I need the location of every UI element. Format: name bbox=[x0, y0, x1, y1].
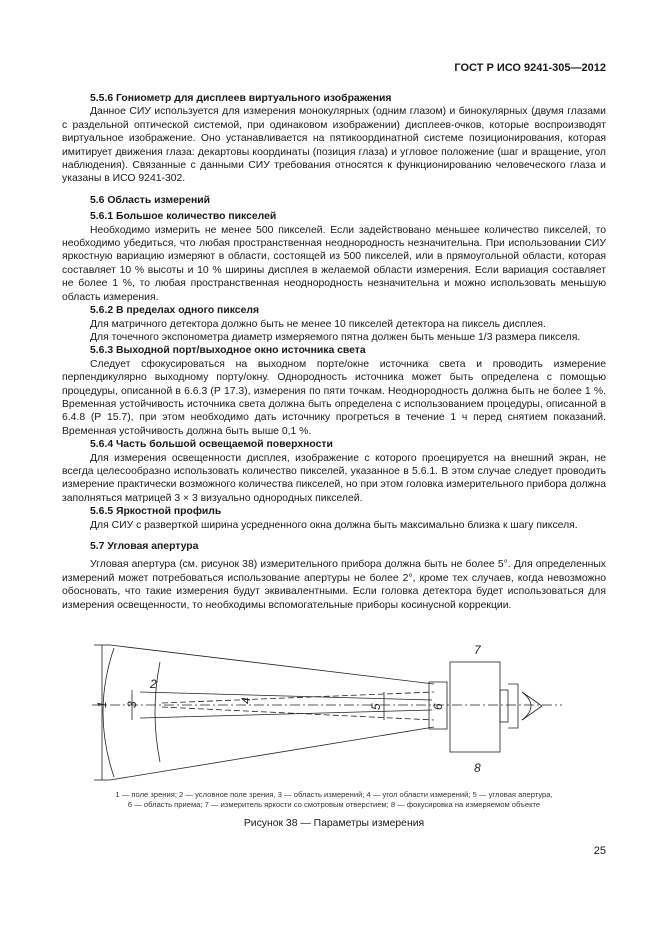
heading-5-7: 5.7 Угловая апертура bbox=[90, 541, 199, 552]
label-8: 8 bbox=[474, 761, 481, 775]
paragraph-goniometer: Данное СИУ используется для измерения монокулярных (одним глазом) и бинокулярных (двумя глазами с раздельной оптической системой, при одинаковом изображении) дисплеев-очков, которые воспроизводят виртуальное изображение. Оно устанавливается на пятикоординатной системе позиционирования, которая имитирует движения глаза: декартовы координаты (позиция глаза) и угловое положение (шаг и вращение, угол наблюдения). Связанные с данными СИУ требования относятся к функционированию человеческого глаза и указаны в ИСО 9241-302. bbox=[62, 106, 606, 185]
heading-5-6-3: 5.6.3 Выходной порт/выходное окно источника света bbox=[90, 345, 366, 357]
measurement-area-upper-line bbox=[140, 692, 432, 700]
luminance-meter-body bbox=[450, 662, 500, 752]
heading-5-6: 5.6 Область измерений bbox=[90, 194, 211, 206]
eyepiece-cup bbox=[508, 684, 518, 728]
heading-5-5-6: 5.5.6 Гониометр для дисплеев виртуального изображения bbox=[90, 93, 392, 104]
document-body bbox=[62, 92, 606, 612]
legend-line-1: 1 — поле зрения; 2 — условное поле зрения, 3 — область измерений; 4 — угол области измерений; 5 — угловая апертура, bbox=[115, 790, 553, 799]
field-of-view-arc bbox=[103, 648, 114, 777]
label-5: 5 bbox=[369, 703, 383, 710]
heading-5-6-2: 5.6.2 В пределах одного пикселя bbox=[90, 305, 260, 317]
paragraph-illuminated-surface: Для измерения освещенности дисплея, изображение с которого проецируется на внешний экран, не всегда целесообразно использовать количество пикселей, указанное в 5.6.1. В этом случае следует проводить измерение практически возможного количества пикселей, но при этом головка измерительного прибора должна заполняться матрицей 3 × 3 визуально однородных пикселей. bbox=[62, 452, 607, 504]
field-of-view-upper-line bbox=[110, 645, 434, 684]
heading-5-6-4: 5.6.4 Часть большой освещаемой поверхности bbox=[90, 439, 333, 451]
eye-arc bbox=[522, 692, 531, 720]
heading-5-6-1: 5.6.1 Большое количество пикселей bbox=[90, 211, 277, 223]
legend-line-2: 6 — область приема; 7 — измеритель яркости со смотровым отверстием; 8 — фокусировка на измеряемом объекте bbox=[127, 800, 541, 809]
eye-upper-line bbox=[522, 692, 542, 706]
label-4: 4 bbox=[239, 697, 253, 704]
page-header-standard-id: ГОСТ Р ИСО 9241-305—2012 bbox=[454, 62, 606, 74]
figure-caption: Рисунок 38 — Параметры измерения bbox=[243, 818, 425, 829]
label-6: 6 bbox=[431, 703, 445, 710]
label-2: 2 bbox=[150, 677, 157, 691]
paragraph-luminance-profile: Для СИУ с разверткой ширина усредненного окна должна быть максимально близка к шагу пикселя. bbox=[90, 519, 578, 531]
figure-legend bbox=[62, 790, 606, 810]
eyepiece-tube bbox=[500, 690, 508, 722]
measurement-parameters-diagram bbox=[62, 640, 606, 785]
figure-38-diagram bbox=[62, 640, 606, 785]
label-7: 7 bbox=[474, 643, 481, 657]
paragraph-spot-meter: Для точечного экспонометра диаметр измеряемого пятна должен быть меньше 1/3 размера пикселя. bbox=[90, 331, 581, 343]
page-number: 25 bbox=[593, 845, 606, 857]
measurement-area-lower-line bbox=[140, 710, 432, 718]
label-3: 3 bbox=[125, 701, 139, 708]
heading-5-6-5: 5.6.5 Яркостной профиль bbox=[90, 506, 222, 518]
paragraph-matrix-detector: Для матричного детектора должно быть не менее 10 пикселей детектора на пиксель дисплея. bbox=[90, 318, 546, 330]
paragraph-many-pixels: Необходимо измерить не менее 500 пикселей. Если задействовано меньшее количество пикселей, то необходимо убедиться, что любая пространственная неоднородность незначительна. При использовании СИУ яркостную вариацию измеряют в области, состоящей из 500 пикселей, или в прямоугольной области, которая составляет 10 % высоты и 10 % ширины дисплея в желаемой области измерения. Если вариация составляет не более 1 %, то любая пространственная неоднородность незначительна и можно использовать меньшую область измерения. bbox=[62, 224, 606, 303]
label-1: 1 bbox=[95, 701, 109, 708]
eye-lower-line bbox=[522, 706, 542, 720]
aperture-lower-line bbox=[162, 707, 434, 720]
paragraph-angular-aperture: Угловая апертура (см. рисунок 38) измерительного прибора должна быть не более 5°. Для определенных измерений может потребоваться использование апертуры не более 2°, кроме тех случаев, когда невозможно обосновать, что такие измерения будут эквивалентными. Если головка детектора будет использоваться для измерения освещенности, то необходимы вспомогательные приборы косинусной коррекции. bbox=[62, 559, 606, 611]
paragraph-light-source: Следует сфокусироваться на выходном порте/окне источника света и проводить измерение перпендикулярно выходному порту/окну. Однородность источника может быть определена с помощью процедуры, описанной в 6.6.3 (Р 17.3), измерения по пяти точкам. Неоднородность должна быть не более 1 %. Временная устойчивость источника света должна быть определена с использованием процедуры, описанной в 6.4.8 (Р 15.7), при этом необходимо дать источнику прогреться в течение 1 ч перед снятием показаний. Временная устойчивость должна быть выше 0,1 %. bbox=[62, 358, 606, 437]
